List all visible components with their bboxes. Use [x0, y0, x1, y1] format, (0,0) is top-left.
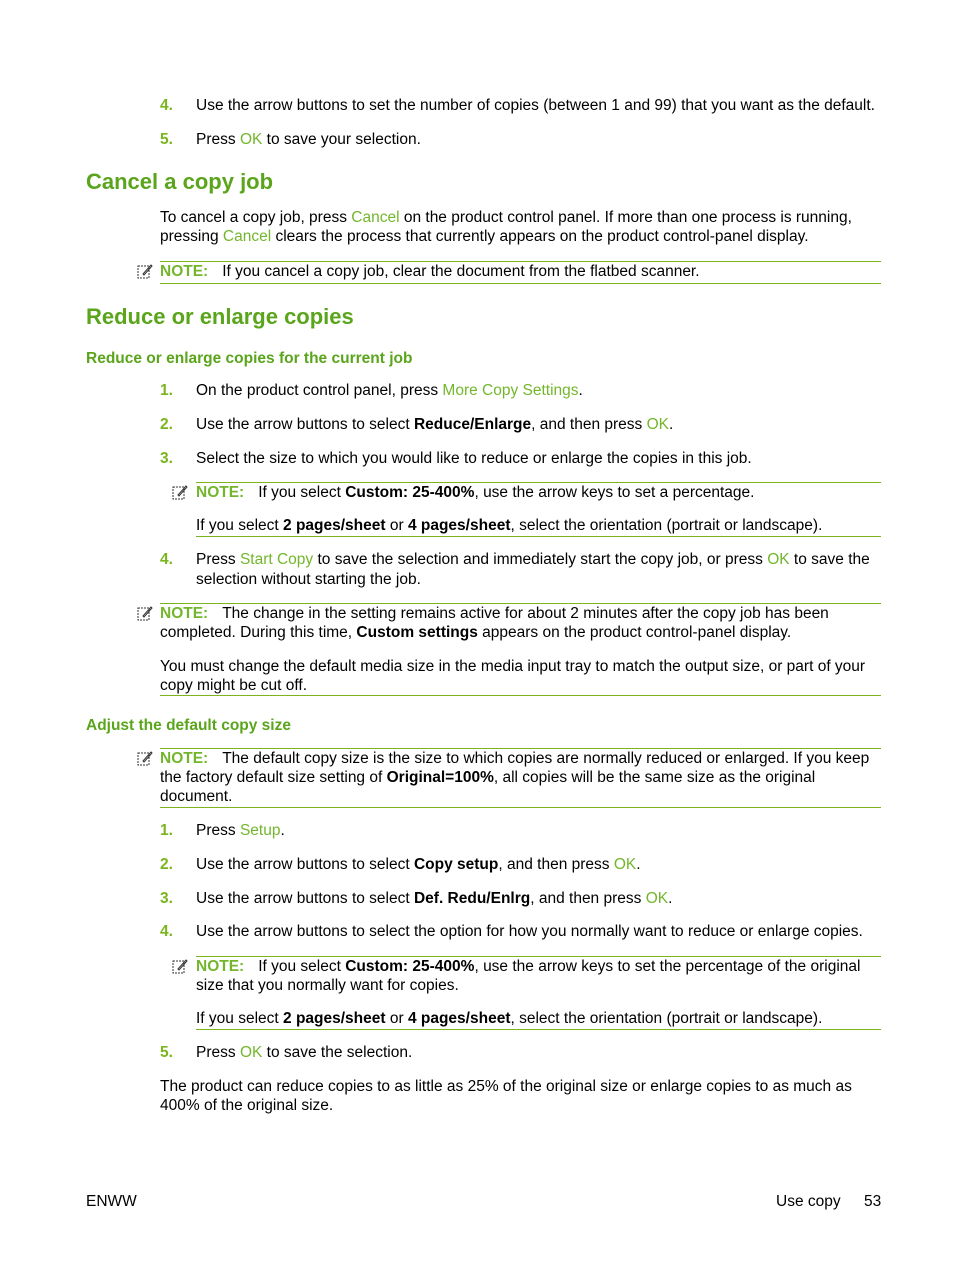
paragraph-line: To cancel a copy job, press Cancel on the product control panel. If more than one process is running,: [160, 209, 852, 226]
note-pencil-icon: [137, 605, 153, 621]
step-text: Use the arrow buttons to select the option for how you normally want to reduce or enlarge copies.: [196, 923, 863, 940]
note-rule-bottom: [196, 1029, 881, 1030]
step-text: Use the arrow buttons to select Reduce/Enlarge, and then press OK.: [196, 416, 674, 433]
step-text: selection without starting the job.: [196, 571, 421, 588]
paragraph-line: 400% of the original size.: [160, 1097, 334, 1114]
section-heading-cancel: Cancel a copy job: [86, 169, 274, 194]
step-number: 5.: [160, 1044, 173, 1061]
note-rule-bottom: [196, 536, 881, 537]
step-number: 2.: [160, 416, 173, 433]
note-line: document.: [160, 788, 233, 805]
step-number: 3.: [160, 890, 173, 907]
step-number: 5.: [160, 131, 173, 148]
step-number: 4.: [160, 551, 173, 568]
note-line: the factory default size setting of Original=100%, all copies will be the same size as the original: [160, 769, 816, 786]
note: NOTE: If you select Custom: 25-400%, use the arrow keys to set the percentage of the original: [196, 958, 861, 975]
note-paragraph: If you select 2 pages/sheet or 4 pages/sheet, select the orientation (portrait or landscape).: [196, 517, 823, 534]
note-paragraph: If you select 2 pages/sheet or 4 pages/sheet, select the orientation (portrait or landscape).: [196, 1010, 823, 1027]
note: NOTE: The default copy size is the size to which copies are normally reduced or enlarged. If you keep: [160, 750, 870, 767]
page-number: 53: [864, 1193, 882, 1210]
step-text: Use the arrow buttons to select Copy setup, and then press OK.: [196, 856, 641, 873]
note-pencil-icon: [172, 484, 188, 500]
step-text: Press Setup.: [196, 822, 285, 839]
step-text: Press OK to save the selection.: [196, 1044, 413, 1061]
note-pencil-icon: [137, 750, 153, 766]
note-rule-bottom: [160, 283, 881, 284]
step-text: Select the size to which you would like to reduce or enlarge the copies in this job.: [196, 450, 752, 467]
note-rule-bottom: [160, 695, 881, 696]
note: NOTE: The change in the setting remains active for about 2 minutes after the copy job has been: [160, 605, 829, 622]
ok-button-ref: OK: [239, 131, 263, 148]
step-number: 4.: [160, 923, 173, 940]
note-paragraph: copy might be cut off.: [160, 677, 308, 694]
step-number: 2.: [160, 856, 173, 873]
step-number: 1.: [160, 822, 173, 839]
note: NOTE: If you cancel a copy job, clear the document from the flatbed scanner.: [160, 263, 700, 280]
step-text: Use the arrow buttons to set the number of copies (between 1 and 99) that you want as the default.: [196, 97, 875, 114]
footer-section: Use copy: [776, 1193, 841, 1210]
step-number: 4.: [160, 97, 173, 114]
note-line: size that you normally want for copies.: [196, 977, 459, 994]
note-paragraph: You must change the default media size in the media input tray to match the output size, or part of your: [160, 658, 866, 675]
step-text: Press OK to save your selection.: [196, 131, 421, 148]
subsection-heading: Reduce or enlarge copies for the current job: [86, 350, 413, 367]
paragraph-line: pressing Cancel clears the process that currently appears on the product control-panel display.: [160, 228, 809, 245]
step-text: Use the arrow buttons to select Def. Redu/Enlrg, and then press OK.: [196, 890, 673, 907]
paragraph-line: The product can reduce copies to as little as 25% of the original size or enlarge copies to as much as: [160, 1078, 852, 1095]
subsection-heading: Adjust the default copy size: [86, 717, 291, 734]
note-pencil-icon: [137, 263, 153, 279]
note: NOTE: If you select Custom: 25-400%, use the arrow keys to set a percentage.: [196, 484, 755, 501]
step-text: On the product control panel, press More Copy Settings.: [196, 382, 583, 399]
note-pencil-icon: [172, 958, 188, 974]
step-text: Press Start Copy to save the selection and immediately start the copy job, or press OK to save the: [196, 551, 870, 568]
footer-left: ENWW: [86, 1193, 137, 1210]
step-number: 1.: [160, 382, 173, 399]
section-heading-reduce: Reduce or enlarge copies: [86, 304, 354, 329]
step-number: 3.: [160, 450, 173, 467]
note-rule-bottom: [160, 807, 881, 808]
note-line: completed. During this time, Custom settings appears on the product control-panel display.: [160, 624, 792, 641]
